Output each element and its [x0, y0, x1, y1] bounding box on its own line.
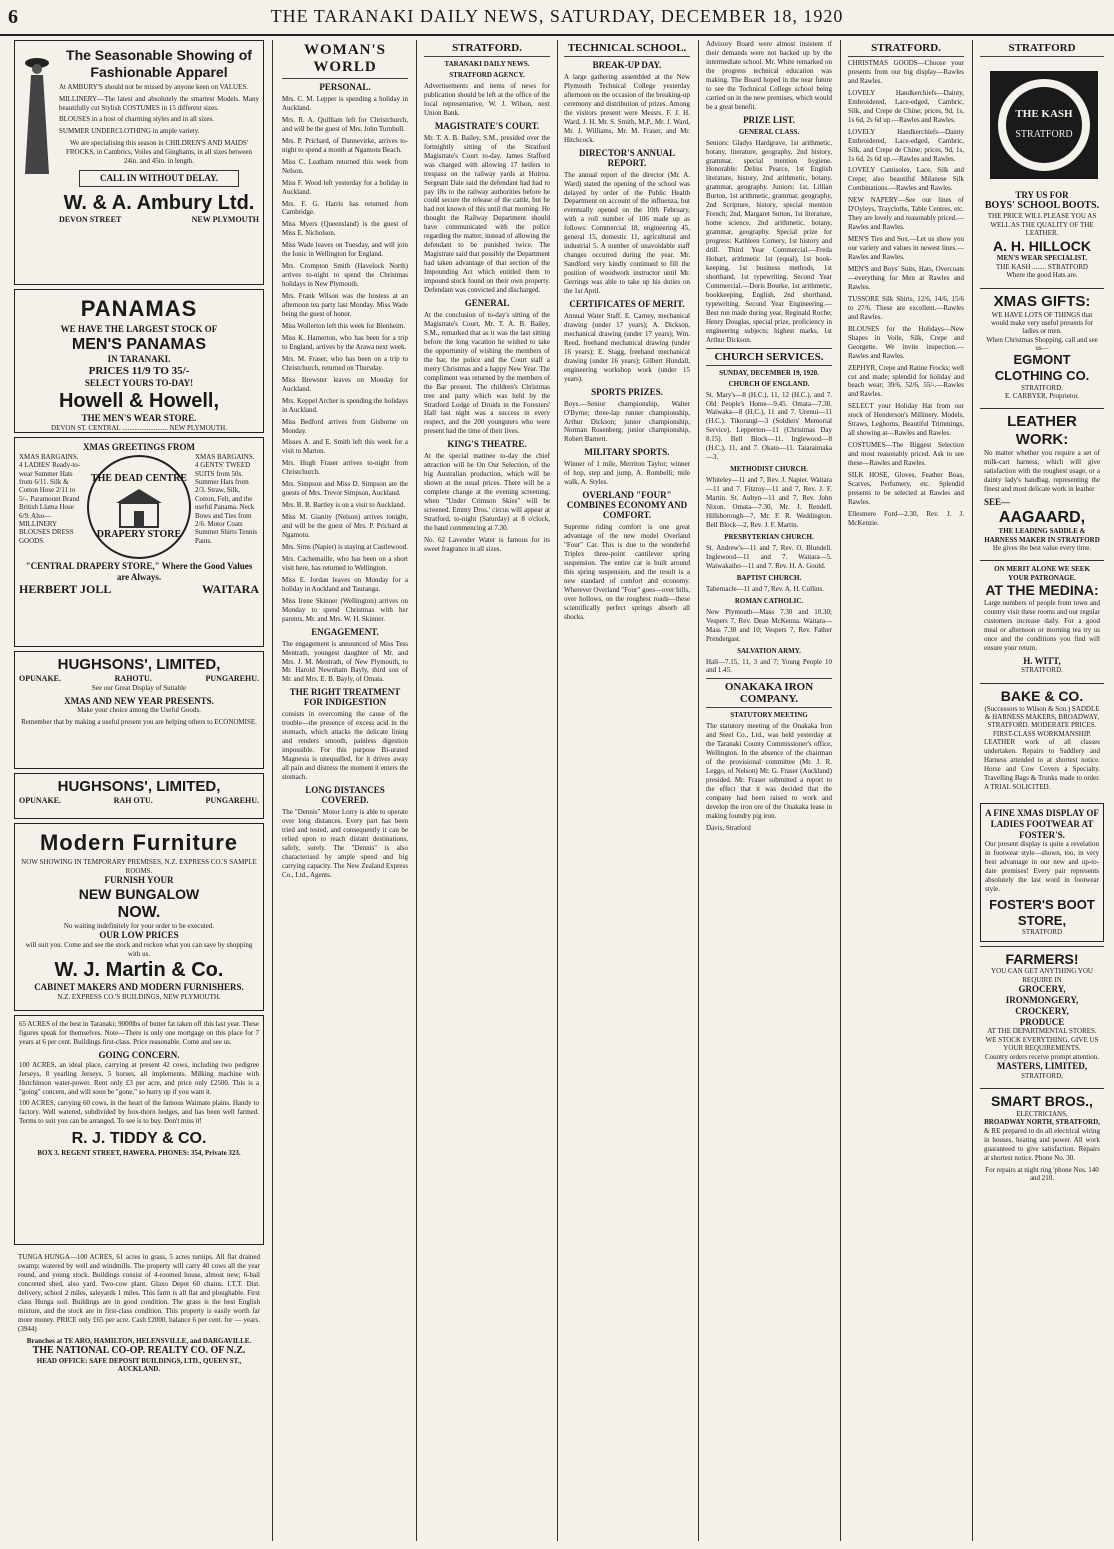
ad-text: THE LEADING SADDLE & HARNESS MAKER IN STRATFORD	[984, 527, 1100, 544]
column-rule	[272, 40, 273, 1541]
joll-heading: XMAS GREETINGS FROM	[82, 442, 195, 452]
ad-text: YOU CAN GET ANYTHING YOU REQUIRE IN	[991, 967, 1093, 984]
joll-ad	[14, 437, 264, 647]
tiddy-address: BOX 3. REGENT STREET, HAWERA. PHONES: 354, Private 323.	[37, 1148, 241, 1157]
article-text: The statutory meeting of the Onakaka Iron and Steel Co., Ltd., was held yesterday at the Taranaki County Commissioner's office, Wellington. In the absence of the chairman of the provisional committee (Mr. J. R. Leggo, of Nelson) Mr. G. Fraser (Auckland) presided. Mr. Fraser submitted a report to the effect that it was decided that the company had been raised to work and develop the iron ore of the Onakaka lease in making foundry pig iron.	[706, 722, 832, 820]
town: OPUNAKE.	[19, 796, 61, 805]
personal-item: Miss Brewster leaves on Monday for Auckland.	[282, 375, 408, 393]
store-building-icon	[112, 485, 166, 529]
section-subheading: METHODIST CHURCH.	[730, 465, 808, 474]
town: RAH OTU.	[113, 796, 153, 805]
classified-ad: TUSSORE Silk Shirts, 12/6, 14/6, 15/6 to 27/6. These are excellent.—Rawles and Rawles.	[848, 294, 964, 321]
personal-item: Miss Wade leaves on Tuesday, and will join the Ionic in Wellington for England.	[282, 241, 408, 259]
ambury-town: NEW PLYMOUTH	[191, 215, 259, 225]
howell-text: SELECT YOURS TO-DAY!	[84, 378, 194, 389]
howell-text: WE HAVE THE LARGEST STOCK OF	[60, 324, 218, 335]
stratford-news-column	[418, 40, 556, 1541]
article-text: Hall—7.15, 11, 3 and 7; Young People 10 and 1.45.	[706, 657, 832, 675]
lady-figure-illustration	[19, 49, 55, 179]
ad-text: E. CARBYER, Proprietor.	[1004, 392, 1080, 401]
ad-text: MEN'S WEAR SPECIALIST.	[996, 254, 1088, 263]
article-text: No. 62 Lavender Water is famous for its sweet fragrance in all sizes.	[424, 535, 550, 553]
article-text: Seniors: Gladys Hardgrave, 1st arithmetic, botany, literature, geography, 2nd history, grammar, special mention hygiene. Honorable: Delius Pearce, 1st English literature, history, 2nd arithmetic, botany, grammar, geography. Juniors: 1st, Lillian Burton, 1st arithmetic, grammar, geography, 2nd Scripture, history, special mention French; 2nd, Margaret Sutton, 1st literature, home science, 2nd arithmetic, botany, grammar, geography. Special prize for progress: Kathleen Comery, 1st history and drill. Third Year Commercial.—Freda Hobart, arithmetic 1st (equal), 1st book-keeping, 1st business methods, 1st shorthand, 1st typewriting. Second Year Commercial.—Doris Bourke, 1st arithmetic, bookkeeping, English, 2nd shorthand, typewriting. Second Year Engineering.—Best run made during year, Reginald Roche; Henry Douglas, special prize, proficiency in engineering subjects; highest marks, 1st Arthur Dickson.	[706, 138, 832, 344]
classified-ad: MEN'S and Boys' Suits, Hats, Overcoats—everything for Men at Rawles and Rawles.	[848, 265, 964, 291]
bake-ad	[980, 683, 1104, 799]
tiddy-text: 100 ACRES, an ideal place, carrying at present 42 cows, including two pedigree Jerseys, 8 yearling Jerseys, 5 horses, all implements. Milking machine with Hutchinson water-power. Rent only £3 per acre, and price only £2500. This is a "going" concern, and will soon be "gone," so hurry up if you want it.	[19, 1060, 259, 1096]
section-subheading: PRESBYTERIAN CHURCH.	[724, 532, 814, 541]
section-subheading: CHURCH OF ENGLAND.	[728, 379, 810, 388]
foster-ad	[980, 803, 1104, 942]
ad-text: ELECTRICIANS,	[1016, 1109, 1068, 1118]
section-subheading: OVERLAND "FOUR" COMBINES ECONOMY AND COMFORT.	[566, 490, 688, 521]
ad-text: LEATHER work of all classes undertaken. Repairs to Saddlery and Harness attended to at shortest notice. Horse and Cow Covers a Specialty. Travelling Bags & Trunks made to order. A TRIAL SOLICITED.	[984, 738, 1100, 791]
bake-name: BAKE & CO.	[1000, 687, 1084, 704]
ad-text: BOYS' SCHOOL BOOTS.	[984, 200, 1100, 212]
joll-town: WAITARA	[201, 582, 259, 597]
personal-item: Miss Myers (Queensland) is the guest of Miss E. Nicholson.	[282, 220, 408, 238]
hughsons-name: HUGHSONS', LIMITED,	[57, 656, 221, 673]
joll-left-text: XMAS BARGAINS. 4 LADIES' Ready-to-wear Summer Hats from 6/11. Silk & Cotton Hose 2/11 to 5/-. Paramount Brand British Llama Hose 6/9. Also— MILLINERY BLOUSES DRESS GOODS.	[19, 452, 81, 545]
ads-column	[8, 40, 270, 1541]
personal-item: Miss M. Gianity (Nelson) arrives tonight, and will be the guest of Mrs. P. Prichard at Ngamotu.	[282, 513, 408, 540]
ad-text: Our present display is quite a revelation in footwear style—shown, too, in very best advantage in our new and up-to-date premises! Every pair represents absolutely the last word in footwear style.	[985, 840, 1099, 894]
personal-item: Miss E. Jordan leaves on Monday for a holiday in Auckland and Tauranga.	[282, 575, 408, 593]
tiddy-ad	[14, 1015, 264, 1245]
section-subheading: STRATFORD AGENCY.	[449, 71, 525, 79]
ad-text: He gives the best value every time.	[992, 543, 1092, 552]
ad-text: Country orders receive prompt attention.	[984, 1052, 1100, 1061]
classified-ad: ZEPHYR, Crepe and Ratine Frocks; well cut and made; splendid for holiday and beach wear; 39/6, 52/6, 55/-.—Rawles and Rawles.	[848, 363, 964, 399]
article-text: Whiteley—11 and 7, Rev. J. Napier. Waitara—11 and 7. Fitzroy—11 and 7, Rev. J. F. Martin. St. Aubyn—11 and 7, Rev. John Nixon. Omata—7.30, Mr. J. Rendell. Hillsborough—7, Mr. F. R. Weddington. Bell Block—2, Rev. J. F. Martin.	[706, 476, 832, 529]
martin-text: NOW.	[117, 903, 161, 921]
article-text: St. Andrew's—11 and 7, Rev. O. Blundell. Inglewood—11 and 7. Waitara—5. Waiwakaiho—11 and 7. Rev. H. A. Gould.	[706, 543, 832, 570]
martin-text: NEW BUNGALOW	[78, 885, 200, 902]
personal-item: Mrs. Crompton Smith (Havelock North) arrives to-night to spend the Christmas holidays in New Plymouth.	[282, 262, 408, 289]
column-rule	[840, 40, 841, 1541]
column-rule	[416, 40, 417, 1541]
howell-heading: PANAMAS	[80, 296, 198, 321]
section-subheading: CERTIFICATES OF MERIT.	[569, 298, 685, 309]
section-heading: CHURCH SERVICES.	[706, 348, 832, 366]
ad-text: TRY US FOR	[1015, 189, 1069, 200]
ambury-text: At AMBURY'S should not be missed by anyone keen on VALUES.	[59, 82, 249, 91]
kash-emblem	[984, 65, 1104, 185]
section-heading: STRATFORD	[980, 42, 1104, 57]
tiddy-text: 65 ACRES of the best in Taranaki; 9000lbs of butter fat taken off this last year. These figures speak for themselves. Note—There is only one mortgage on this place for 7 years at 6 per cent. Buildings first-class. Price reasonable. Come and see us.	[19, 1020, 259, 1046]
ad-text: STRATFORD.	[1021, 666, 1063, 675]
joll-store-emblem	[87, 453, 191, 561]
personal-item: Mrs. C. M. Lepper is spending a holiday in Auckland.	[282, 95, 408, 112]
hughsons-text: See our Great Display of Suitable	[91, 683, 187, 692]
aagaard-ad	[980, 408, 1104, 556]
realty-ad	[14, 1249, 264, 1407]
ad-text: When Christmas Shopping, call and see us—	[986, 335, 1098, 353]
section-heading: STRATFORD.	[424, 42, 550, 57]
witt-name: H. WITT,	[1023, 655, 1061, 666]
ad-text: & RE prepared to do all electrical wiring in houses, heating and power. All work guaranteed to give satisfaction. Repairs at shortest notice. Phone No. 30.	[984, 1126, 1100, 1162]
ambury-text: BLOUSES in a host of charming styles and in all sizes.	[59, 115, 214, 124]
article-text: At the conclusion of to-day's sitting of the Magistrate's Court, Mr. T. A. B. Bailey, S.M., remarked that as it was the last sitting before the long vacation he wished to take the opportunity of wishing the members of the bar, the police and the Court staff a merry Christmas and a happy New Year. The compliment was returned by the members of the Bar present. The children's Christmas tree and party which was held by the Stratford Lodge of Druids in the Foresters' Hall last night was a success in every respect, and the 200 youngsters who were present had the time of their lives.	[424, 310, 550, 436]
section-heading: STRATFORD.	[848, 42, 964, 57]
howell-tag: THE MEN'S WEAR STORE.	[81, 413, 197, 424]
ad-text: BROADWAY NORTH, STRATFORD,	[984, 1118, 1100, 1127]
ad-text: ON MERIT ALONE WE SEEK YOUR PATRONAGE.	[994, 565, 1090, 582]
classified-ad: LOVELY Handkerchiefs—Dainty, Embroidered, Lace-edged, Cambric, Silk, and Crepe de Chine; prices, 9d, 1s, 1s 6d, 2s 6d up.—Rawles and Rawles.	[848, 88, 964, 124]
personal-item: Mrs. Frank Wilson was the hostess at an afternoon tea party last Monday. Miss Wade being the guest of honor.	[282, 292, 408, 319]
howell-text: MEN'S PANAMAS	[71, 336, 207, 354]
page-number: 6	[8, 6, 18, 28]
martin-text: NOW SHOWING IN TEMPORARY PREMISES, N.Z. EXPRESS CO.'S SAMPLE ROOMS.	[21, 858, 257, 875]
martin-text: will suit you. Come and see the stock and reckon what you can save by shopping with us.	[25, 941, 253, 958]
technical-school-column	[558, 40, 696, 1541]
personal-item: Mrs. P. Prichard, of Dannevirke, arrives to-night to spend a month at Ngamotu Beach.	[282, 136, 408, 154]
smart-name: SMART BROS.,	[991, 1093, 1093, 1110]
section-subheading: MAGISTRATE'S COURT.	[434, 120, 540, 131]
martin-heading: Modern Furniture	[39, 830, 239, 855]
section-heading: ONAKAKA IRON COMPANY.	[706, 678, 832, 708]
hillock-name: A. H. HILLOCK	[993, 237, 1091, 254]
farmers-heading: FARMERS!	[1005, 950, 1079, 967]
ad-text: Large numbers of people from town and country visit these rooms and our regular customers increase daily. For a good meal or afternoon or morning tea try us once and the conditions you find will ensure your return.	[984, 598, 1100, 652]
hughsons-ad-2	[14, 773, 264, 819]
personal-item: Miss C. Leatham returned this week from Nelson.	[282, 157, 408, 175]
personal-item: Mrs. R. A. Quilliam left for Christchurch, and will be the guest of Mrs. John Turnbull.	[282, 115, 408, 133]
personal-list	[282, 95, 408, 624]
masthead	[0, 0, 1114, 36]
tiddy-text: 100 ACRES, carrying 60 cows, in the heart of the famous Waimate plains. Handy to factory. Well watered, subdivided by box-thorn hedges, and has been well farmed. Terms to suit you can be arranged. To see is to buy. Don't miss it!	[19, 1099, 259, 1126]
section-subheading: LONG DISTANCES COVERED.	[305, 785, 385, 805]
howell-name: Howell & Howell,	[58, 390, 220, 413]
classified-ad: CHRISTMAS GOODS—Choose your presents from our big display—Rawles and Rawles.	[848, 59, 964, 85]
section-subheading: BREAK-UP DAY.	[592, 60, 662, 70]
kash-name: THE KASH	[1015, 108, 1073, 120]
martin-text: FURNISH YOUR	[104, 875, 174, 886]
ad-text: AT THE DEPARTMENTAL STORES.	[987, 1027, 1097, 1036]
personal-item: Mrs. Sims (Napier) is staying at Castlewood.	[282, 542, 408, 551]
article-text: Advertisements and items of news for publication should be left at the office of the local representative, W. J. Wilson, next Union Bank.	[424, 82, 550, 117]
womans-world-column	[276, 40, 414, 1541]
section-subheading: ENGAGEMENT.	[311, 626, 379, 637]
martin-ad	[14, 823, 264, 1011]
article-text: Boys.—Senior championship, Walter O'Byrne; three-lap runner championship, Arthur Dickson; junior championship, Norman Rosenberg; junior championship, Robert Barnett.	[564, 399, 690, 444]
section-subheading: BAPTIST CHURCH.	[736, 573, 802, 582]
personal-item: Mrs. M. Fraser, who has been on a trip to Christchurch, returned on Thursday.	[282, 354, 408, 372]
classified-ad: COSTUMES—The Biggest Selection and most reasonably priced. Ask to see these—Rawles and Rawles.	[848, 441, 964, 468]
article-text: A large gathering assembled at the New Plymouth Technical College yesterday afternoon on the occasion of the breaking-up ceremony and distribution of prizes. Among the visitors present were Messrs. F. J. H. Ward, J. H. Mr. S. Smith, M.P., Mr. J. Ward, Mr. J. Williams, Mr. M. Fraser, and Mr. Hitchcock.	[564, 73, 690, 144]
smart-bros-ad	[980, 1088, 1104, 1186]
hughsons-text: Remember that by making a useful present you are helping others to ECONOMISE.	[21, 718, 257, 727]
hughsons-text: Make your choice among the Useful Goods.	[77, 706, 201, 715]
personal-item: Miss K. Hamerton, who has been for a trip to England, arrives by the Arawa next week.	[282, 333, 408, 351]
personal-item: Misses A. and E. Smith left this week for a visit to Marton.	[282, 438, 408, 456]
article-text: At the special matinee to-day the chief attraction will be On Our Selection, of the big Australian production, which will be shown at the usual prices. There will be a complete change at the evening screening, when "Under Crimson Skies" will be screened. Emmy Dros.' circus will appear at Stratford, to-night (Saturday) at 8 o'clock, the band commencing at 7.30.	[424, 452, 550, 532]
classified-ad: BLOUSES for the Holidays—New Shapes in Voile, Silk, Crepe and Georgette. We invite inspection.—Rawles and Rawles.	[848, 324, 964, 360]
masters-name: MASTERS, LIMITED,	[996, 1060, 1088, 1071]
personal-item: Mrs. Simpson and Miss D. Simpson are the guests of Mrs. Trevor Simpson, Auckland.	[282, 480, 408, 498]
personal-item: Mrs. Hugh Fraser arrives to-night from Christchurch.	[282, 459, 408, 477]
tiddy-going: GOING CONCERN.	[98, 1049, 180, 1060]
ambury-ad	[14, 40, 264, 285]
classified-ad: LOVELY Camisoles, Lace, Silk and Crepe; also beautiful Milanese Silk Combinations.—Rawles and Rawles.	[848, 166, 964, 193]
hughsons-ad	[14, 651, 264, 769]
leather-heading: LEATHER WORK:	[1007, 413, 1077, 449]
realty-office: HEAD OFFICE: SAFE DEPOSIT BUILDINGS, LTD., QUEEN ST., AUCKLAND.	[36, 1356, 242, 1374]
article-text: Advisory Board were almost insistent if their demands were not backed up by the intermediate school. Mr. White remarked on the progress technical education was making. The Board hoped in the near future to see the Technical College school being carried on in the new premises, which would be a great benefit.	[706, 40, 832, 111]
stratford-classifieds-column	[842, 40, 970, 1541]
classified-ad: NEW NAPERY—See our lines of D'Oyleys, Traycloths, Table Centres, etc. They are lovely and reasonably priced.—Rawles and Rawles.	[848, 196, 964, 232]
personal-item: Mrs. Cachemaille, who has been on a short visit here, has returned to Wellington.	[282, 554, 408, 572]
section-subheading: SALVATION ARMY.	[737, 646, 801, 655]
howell-address: DEVON ST. CENTRAL .......................... NEW PLYMOUTH.	[51, 423, 227, 432]
ad-text: THE PRICE WILL PLEASE YOU AS WELL AS THE QUALITY OF THE LEATHER.	[987, 212, 1097, 238]
article-text: consists in overcoming the cause of the trouble—the presence of excess acid in the stomach, which attacks the delicate lining and renders smooth, painless digestion impossible. For this purpose Bi-urated Magnesia is unequalled, for it drives away all pain and distress the moment it enters the stomach.	[282, 710, 408, 782]
section-subheading: MILITARY SPORTS.	[584, 447, 670, 458]
ambury-text: We are specialising this season in CHILDREN'S AND MAIDS' FROCKS, in Cambrics, Voiles and Ginghams, in all sizes between 24in. and 45in. in length.	[65, 139, 252, 166]
article-text: The annual report of the director (Mr. A. Ward) stated the opening of the school was delayed by order of the Public Health Department on account of the influenza, but eventually opened on the 10th February, with a roll number of 106 made up as follows: Commercial 18, engineering 45, general 15, domestic 11, agricultural and industrial 5. A number of unavoidable staff changes occurred during the year. Mr. Sandford very kindly continued to fill the position of woodwork instructor until Mr. Gerrings was able to take up his duties on the 1st April.	[564, 170, 690, 296]
joll-right-text: XMAS BARGAINS. 4 GENTS' TWEED SUITS from 50s. Summer Hats from 2/3. Straw, Silk, Cotton, Felt, and the useful Panama. Neck Bows and Ties from 2/6. Motor Coats Summer Shirts Tennis Pants.	[195, 452, 257, 545]
town: PUNGAREHU.	[205, 796, 259, 805]
personal-item: Miss Wollerton left this week for Blenheim.	[282, 321, 406, 330]
section-subheading: STATUTORY MEETING	[730, 711, 808, 720]
section-subheading: ROMAN CATHOLIC.	[734, 596, 804, 605]
ad-text: STRATFORD	[1021, 928, 1063, 937]
ad-text: SEE—	[984, 497, 1011, 508]
section-heading: WOMAN'S WORLD	[282, 42, 408, 79]
classified-ad: LOVELY Handkerchiefs—Dainty Embroidered, Lace-edged, Cambric, Silk, and Crepe de Chine; prices, 9d, 1s, 1s 6d, 2s 6d up.—Rawles and Rawles.	[848, 127, 964, 163]
xmas-gifts-ad	[980, 288, 1104, 405]
personal-item: Miss Bedford arrives from Gisborne on Monday.	[282, 417, 408, 435]
ad-text: No matter whether you require a set of milk-cart harness, which will give satisfaction with the roughest usage, or a dainty lady's handbag, representing the finest and most delicate work in leather	[984, 449, 1100, 494]
classified-ad: SELECT your Holiday Hat from our stock of Henderson's Millinery. Models, Straws, Leghorns, Beautiful Trimmings, all showing at—Rawles and Rawles.	[848, 402, 964, 438]
howell-text: IN TARANAKI.	[107, 354, 171, 365]
town: OPUNAKE.	[19, 674, 61, 683]
article-text: Winner of 1 mile, Merriton Taylor; winner of hop, step and jump, A. Rombelli; mile walk, A. Styles.	[564, 460, 690, 487]
town: RAHOTU.	[114, 674, 152, 683]
ambury-call: CALL IN WITHOUT DELAY.	[79, 170, 239, 187]
section-subheading: GENERAL	[464, 297, 510, 308]
column-rule	[972, 40, 973, 1541]
ad-text: (Successors to Wilson & Son.) SADDLE & HARNESS MAKERS, BROADWAY, STRATFORD. MODERATE PRICES. FIRST-CLASS WORKMANSHIP.	[984, 704, 1100, 738]
personal-item: Miss Irene Skinner (Wellington) arrives on Monday to spend Christmas with her parents, Mr. and Mrs. W. H. Skinner.	[282, 596, 408, 623]
martin-address: N.Z. EXPRESS CO.'S BUILDINGS, NEW PLYMOUTH.	[57, 992, 221, 1001]
article-text: Tabernacle—11 and 7, Rev. A. H. Collins.	[706, 584, 824, 593]
article-text: St. Mary's—8 (H.C.), 11, 12 (H.C.), and 7. Old People's Home—9.45. Omata—7.30. Waiwaka—8 (H.C.), 11 and 7. Urenui—11 (H.C.). Tikorangi—3 (Soldiers' Memorial Service). Lepperton—11 (Christmas Day 8.15). Bell Block—11. Inglewood—8 (H.C.), 11, and 7. Okato—11. Tataraimaka—3.	[706, 390, 832, 462]
realty-branches: Branches at TE ARO, HAMILTON, HELENSVILLE, and DARGAVILLE.	[26, 1336, 252, 1345]
store-name: THE DEAD CENTRE	[90, 472, 188, 484]
martin-text: OUR LOW PRICES	[99, 930, 179, 941]
article-text: Davis, Stratford	[706, 823, 751, 832]
ad-text: THE KASH ........ STRATFORD	[996, 262, 1088, 271]
ad-text: WE STOCK EVERYTHING. GIVE US YOUR REQUIREMENTS.	[985, 1035, 1099, 1053]
joll-name: HERBERT JOLL	[19, 582, 112, 597]
martin-text: No waiting indefinitely for your order to be executed.	[63, 921, 215, 930]
church-services-column	[700, 40, 838, 1541]
section-subheading: SUNDAY, DECEMBER 19, 1920.	[719, 368, 819, 377]
section-subheading: PRIZE LIST.	[743, 114, 795, 125]
kash-ad	[980, 59, 1104, 284]
article-text: Supreme riding comfort is one great advantage of the new model Overland "Four" Car. This is due to the wonderful Triplex three-point cantilever spring suspension. The entire car is built around this spring suspension, and the result is a new standard of comfort and economy. Wherever Overland "Four" goes—over hills, over hollows, on the roughest roads—these scientifically perfect springs absorb all shocks.	[564, 523, 690, 621]
personal-item: Miss F. Wood left yesterday for a holiday in Auckland.	[282, 178, 408, 196]
section-subheading: KING'S THEATRE.	[447, 439, 527, 450]
product-item: IRONMONGERY,	[1005, 995, 1079, 1005]
egmont-name: EGMONT CLOTHING CO.	[994, 352, 1090, 384]
howell-ad	[14, 289, 264, 433]
ad-text: For repairs at night ring 'phone Nos. 140 and 210.	[985, 1165, 1099, 1182]
ambury-street: DEVON STREET	[59, 215, 122, 225]
ambury-text: SUMMER UNDERCLOTHING in ample variety.	[59, 127, 200, 136]
personal-item: Mrs. Keppel Archer is spending the holidays in Auckland.	[282, 396, 408, 414]
realty-name: THE NATIONAL CO-OP. REALTY CO. OF N.Z.	[32, 1344, 246, 1356]
tiddy-name: R. J. TIDDY & CO.	[71, 1130, 207, 1148]
foster-heading: A FINE XMAS DISPLAY OF LADIES FOOTWEAR AT FOSTER'S.	[985, 807, 1099, 840]
medina-ad	[980, 560, 1104, 678]
ad-text: WE HAVE LOTS OF THINGS that would make very useful presents for ladies or men.	[990, 310, 1094, 336]
foster-name: FOSTER'S BOOT STORE,	[989, 897, 1095, 928]
product-item: GROCERY,	[1018, 984, 1066, 995]
xmas-heading: XMAS GIFTS:	[993, 292, 1091, 310]
section-subheading: GENERAL CLASS.	[738, 127, 800, 136]
ad-text: STRATFORD,	[1021, 1071, 1063, 1080]
martin-tag: CABINET MAKERS AND MODERN FURNISHERS.	[34, 981, 244, 992]
ad-text: Where the good Hats are.	[1006, 271, 1078, 280]
store-name: DRAPERY STORE	[96, 528, 182, 540]
article-text: The "Dennis" Motor Lorry is able to operate over long distances. Every part has been tried and tested, and consequently it can be relied upon to reach distant destinations, safely, surely. The "Dennis" is also characterised by ample speed and big carrying capacity. The New Zealand Express Co., Ltd., Agents.	[282, 808, 408, 879]
howell-prices: PRICES 11/9 TO 35/-	[88, 365, 190, 378]
masthead-title: THE TARANAKI DAILY NEWS, SATURDAY, DECEMBER 18, 1920	[270, 6, 844, 26]
column-rule	[698, 40, 699, 1541]
joll-foot: "CENTRAL DRAPERY STORE," Where the Good Values are Always.	[25, 560, 253, 582]
ambury-title: The Seasonable Showing of Fashionable Apparel	[66, 47, 252, 80]
product-item: PRODUCE	[1019, 1016, 1065, 1027]
hughsons-name: HUGHSONS', LIMITED,	[57, 778, 221, 795]
section-subheading: SPORTS PRIZES.	[591, 386, 663, 397]
section-subheading: TARANAKI DAILY NEWS.	[444, 60, 530, 68]
article-text: Ellesmere Ford—2.30, Rev. J. J. McKenzie.	[848, 509, 964, 527]
article-text: The engagement is announced of Miss Tess Mentrath, youngest daughter of Mr. and Mrs. J. M. Mentrath, of New Plymouth, to Mr. Harold Newnham Bayly, third son of Mr. and Mrs. E. B. Bayly, of Omata.	[282, 639, 408, 684]
medina-heading: AT THE MEDINA:	[985, 582, 1099, 599]
kash-town: STRATFORD	[1015, 129, 1073, 140]
ambury-text: MILLINERY—The latest and absolutely the smartest Models. Many beautifully cut Stylish COSTUMES in 15 different sizes.	[59, 94, 259, 112]
aagaard-name: AAGAARD,	[998, 509, 1086, 527]
stratford-ads-column	[974, 40, 1110, 1541]
article-text: Mr. T. A. B. Bailey, S.M., presided over the fortnightly sitting of the Stratford Magistrate's Court to-day. James Stafford was charged with allowing 17 heifers to trespass on the railway yards at Huiroa. Sergeant Dale said the defendant had had to pay 18s to the railway authorities before he could secure the release of the cattle, but he had not known of this until that morning. He thought the Railway Department should have communicated with the police regarding the matter, instead of allowing the defendant to be punished twice. The Magistrate said that possibly the Department had taken advantage of that section of the Impounding Act which entitled them to impound stock found on their own property. Defendant was convicted and discharged.	[424, 133, 550, 295]
section-subheading: DIRECTOR'S ANNUAL REPORT.	[578, 147, 676, 168]
realty-text: TUNGA HUNGA—100 ACRES, 61 acres in grass, 5 acres turnips. All flat drained swamp; watered by well and windmills. The property will carry 40 cows all the year round, and young stock. Buildings consist of 4-roomed house, almost new; 6-bail concreted shed, also yard. Two-cow plant. Glaxo Depot 60 chains. I.T.T. Dist. delivery, school 2 miles, saleyards 1 miles. This farm is all flat and ploughable. First class Hunga soil. Buildings are in good condition. The grass is the best English mixture, and the stock are in first-class condition. This property is easily worth far more money. PRICE only £65 per acre. Cash £2000, balance 6 per cent. for — years. (3944)	[18, 1253, 260, 1333]
ambury-name: W. & A. Ambury Ltd.	[63, 192, 255, 215]
section-subheading: PERSONAL.	[319, 82, 371, 92]
section-subheading: THE RIGHT TREATMENT FOR INDIGESTION	[289, 687, 401, 708]
hughsons-text: XMAS AND NEW YEAR PRESENTS.	[64, 695, 214, 706]
martin-name: W. J. Martin & Co.	[54, 958, 224, 981]
section-heading: TECHNICAL SCHOOL.	[564, 42, 690, 57]
ad-text: STRATFORD.	[1021, 383, 1063, 392]
article-text: Annual Water Staff. E. Carney, mechanical drawing (under 17 years); A. Dickson, mechanical drawing (under 17 years); Wm. Reed, freehand mechanical drawing (under 16 years); E. Stagg, freehand mechanical drawing (under 16 years); Gilbert Hundall, engineering workshop work (under 15 years).	[564, 311, 690, 383]
classified-list	[848, 59, 964, 507]
article-text: New Plymouth—Mass 7.30 and 10.30; Vespers 7, Rev. Dean McKenna. Waitara—Mass 7.30 and 10; Vespers 7, Rev. Father Prendergast.	[706, 607, 832, 643]
town: PUNGAREHU.	[205, 674, 259, 683]
personal-item: Mrs. B. B. Bartley is on a visit to Auckland.	[282, 501, 406, 510]
classified-ad: SILK HOSE, Gloves, Feather Boas, Scarves, Perfumery, etc. Splendid presents to be selected at Rawles and Rawles.	[848, 471, 964, 506]
personal-item: Mrs. F. G. Harris has returned from Cambridge.	[282, 199, 408, 217]
classified-ad: MEN'S Ties and Sox.—Let us show you our variety and values in newest lines.—Rawles and Rawles.	[848, 235, 964, 262]
masters-ad	[980, 946, 1104, 1085]
product-item: CROCKERY,	[1015, 1005, 1069, 1016]
